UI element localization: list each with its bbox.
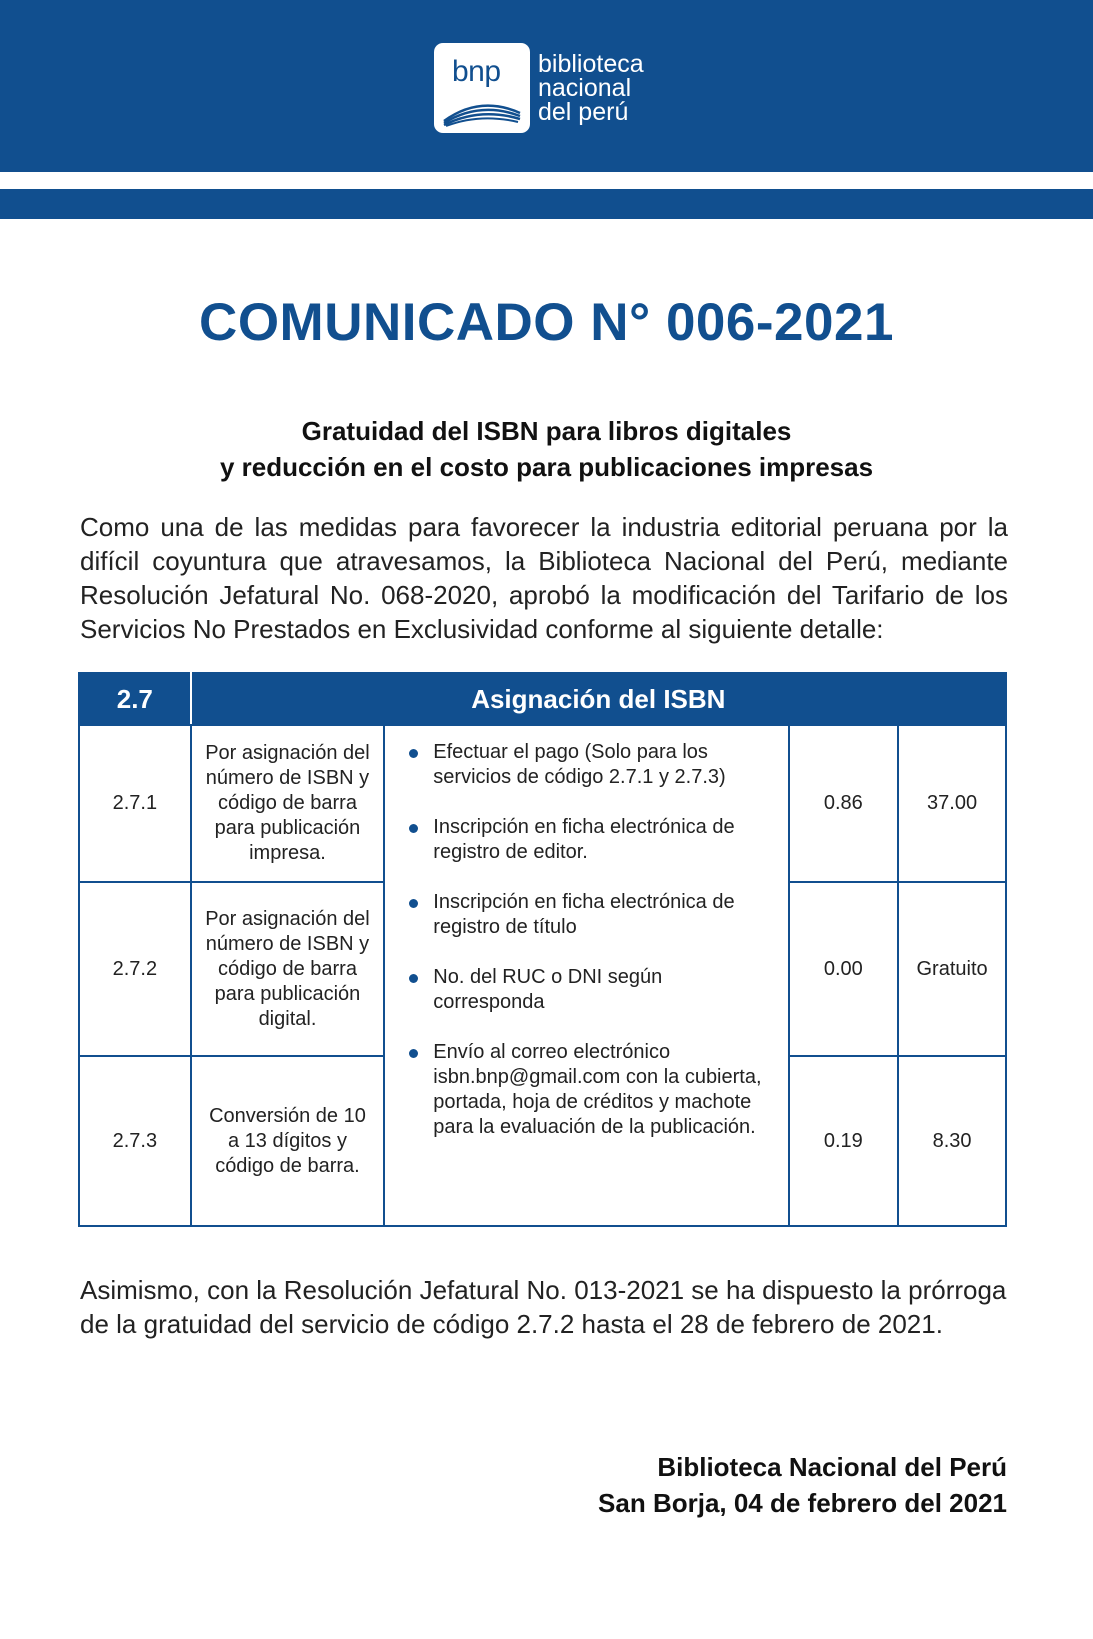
table-row: [79, 725, 1006, 882]
logo-line: biblioteca: [538, 50, 644, 78]
row-description: Por asignación del número de ISBN y código de barra para publicación impresa.: [191, 725, 385, 882]
header-stripe: [0, 189, 1093, 219]
row-code: 2.7.3: [79, 1056, 191, 1226]
requirements-cell: [384, 725, 788, 1226]
row-value-1: 0.86: [789, 725, 899, 882]
row-value-1: 0.19: [789, 1056, 899, 1226]
row-code: 2.7.2: [79, 882, 191, 1056]
row-value-2: 37.00: [898, 725, 1006, 882]
requirement-item: Efectuar el pago (Solo para los servicios de código 2.7.1 y 2.7.3): [409, 740, 767, 790]
requirements-list: [409, 740, 767, 1140]
row-value-2: 8.30: [898, 1056, 1006, 1226]
signature-line: Biblioteca Nacional del Perú: [657, 1452, 1007, 1482]
row-description: Conversión de 10 a 13 dígitos y código de barra.: [191, 1056, 385, 1226]
requirement-item: Inscripción en ficha electrónica de registro de título: [409, 890, 767, 940]
requirement-item: Inscripción en ficha electrónica de registro de editor.: [409, 815, 767, 865]
logo-line: del perú: [538, 98, 629, 126]
requirement-item: No. del RUC o DNI según corresponda: [409, 965, 767, 1015]
logo-abbr: bnp: [452, 55, 501, 88]
bnp-logo: [434, 43, 674, 135]
logo-mark: [434, 43, 530, 133]
logo-waves-icon: [440, 91, 524, 127]
requirement-item: Envío al correo electrónico isbn.bnp@gmail.com con la cubierta, portada, hoja de créditos y machote para la evaluación de la publicación.: [409, 1040, 767, 1140]
logo-wordmark: [538, 52, 644, 124]
closing-paragraph: Asimismo, con la Resolución Jefatural No. 013-2021 se ha dispuesto la prórroga de la gratuidad del servicio de código 2.7.2 hasta el 28 de febrero de 2021.: [80, 1275, 1007, 1339]
table-header-title: Asignación del ISBN: [191, 673, 1006, 725]
isbn-fee-table: [78, 672, 1007, 1227]
subtitle-line: y reducción en el costo para publicaciones impresas: [219, 452, 874, 482]
subtitle-line: Gratuidad del ISBN para libros digitales: [301, 416, 792, 446]
signature: [598, 1449, 1007, 1521]
row-code: 2.7.1: [79, 725, 191, 882]
signature-line: San Borja, 04 de febrero del 2021: [598, 1488, 1007, 1518]
table-header-row: [79, 673, 1006, 725]
logo-line: nacional: [538, 74, 632, 102]
intro-paragraph: Como una de las medidas para favorecer la industria editorial peruana por la difícil coyuntura que atravesamos, la Biblioteca Nacional del Perú, mediante Resolución Jefatural No. 068-2020, aprobó la modificación del Tarifario de los Servicios No Prestados en Exclusividad conforme al siguiente detalle:: [80, 512, 1008, 644]
row-value-2: Gratuito: [898, 882, 1006, 1056]
page-title: COMUNICADO N° 006-2021: [199, 293, 894, 352]
table-header-code: 2.7: [79, 673, 191, 725]
row-value-1: 0.00: [789, 882, 899, 1056]
subtitle: [0, 413, 1093, 485]
row-description: Por asignación del número de ISBN y código de barra para publicación digital.: [191, 882, 385, 1056]
